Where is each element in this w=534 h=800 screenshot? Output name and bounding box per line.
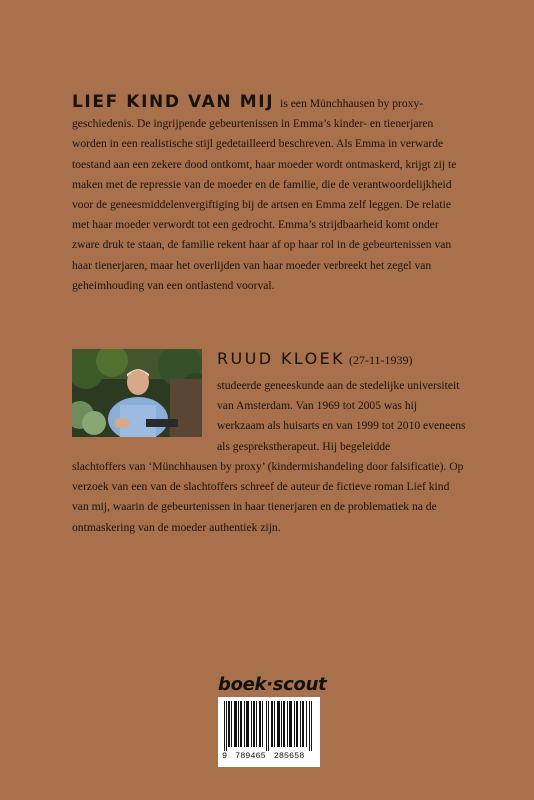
barcode-digits-right: 285658 xyxy=(273,751,305,761)
author-photo xyxy=(72,349,202,437)
barcode-digits xyxy=(222,751,316,761)
barcode xyxy=(218,697,320,767)
barcode-bars xyxy=(224,701,314,751)
book-title: LIEF KIND VAN MIJ xyxy=(72,92,275,112)
author-dates: (27-11-1939) xyxy=(348,353,413,367)
synopsis-paragraph xyxy=(72,92,462,296)
author-bio-rest: slachtoffers van ‘Münchhausen by proxy’ (kindermishandeling door falsificatie). Op verzoek van een van de slachtoffers schreef de auteur de fictieve roman Lief kind van mij, waarin de gebeurtenissen in haar tienerjaren en de problematiek na de ontmaskering van de moeder authentiek zijn. xyxy=(72,460,464,534)
author-bio-first: studeerde geneeskunde aan de stedelijke universiteit van Amsterdam. Van 1969 tot 2005 was hij werkzaam als huisarts en van 1999 tot 2010 eveneens als gesprekstherapeut. Hij begeleidde xyxy=(217,379,466,453)
author-name: RUUD KLOEK xyxy=(217,349,345,368)
publisher-logo: boek·scout xyxy=(218,674,327,695)
author-photo-image xyxy=(72,349,202,437)
barcode-digits-left: 789465 xyxy=(235,751,266,761)
synopsis-text: is een Münchhausen by proxy-geschiedenis. De ingrijpende gebeurtenissen in Emma’s kinder- en tienerjaren worden in een realistische stijl gedetailleerd beschreven. Als Emma in verwarde toestand aan een zekere dood ontkomt, haar moeder wordt ontmaskerd, krijgt zij te maken met de repressie van de moeder en de familie, die de verantwoordelijkheid voor de geneesmiddelenvergiftiging bij de artsen en Emma zelf leggen. De relatie met haar moeder verwordt tot een gedrocht. Emma’s strijdbaarheid komt onder zware druk te staan, de familie rekent haar af op haar rol in de gebeurtenissen van haar tienerjaren, maar het overlijden van haar moeder verbreekt het zegel van geheimhouding van een ontlastend voorval. xyxy=(72,97,457,292)
barcode-digits-prefix: 9 xyxy=(222,751,228,761)
author-heading xyxy=(217,349,413,369)
